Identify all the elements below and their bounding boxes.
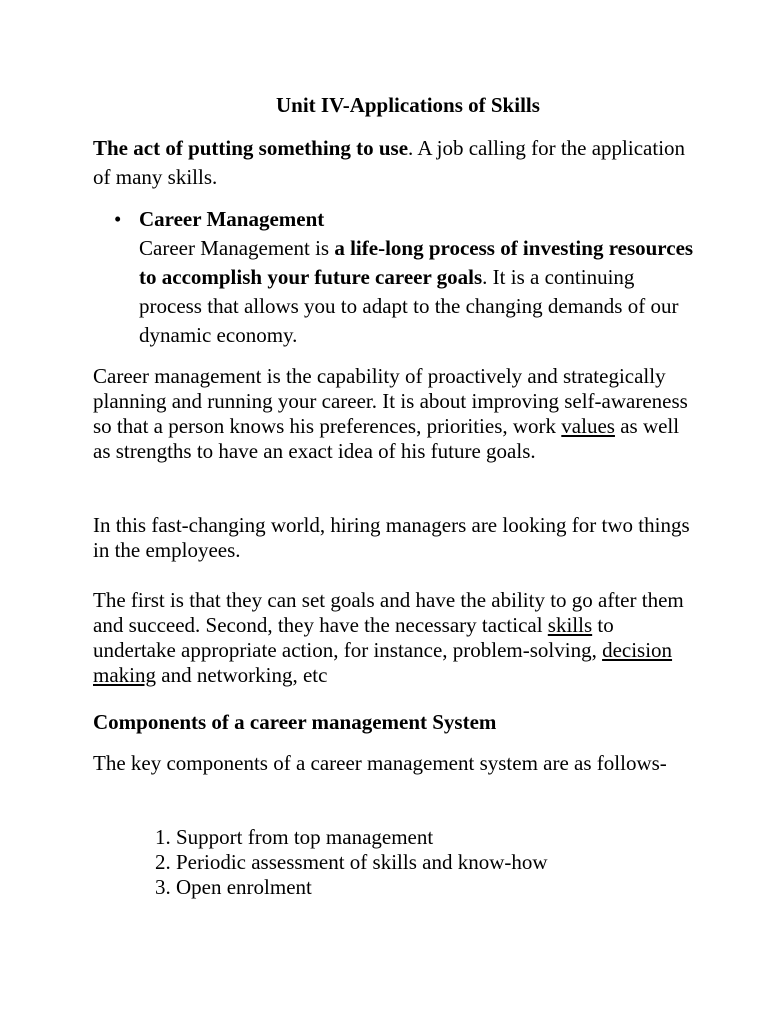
intro-rest-text: . A job calling for the application of many skills. (93, 136, 686, 189)
skills-link[interactable]: skills (547, 613, 593, 637)
paragraph-career-management-definition (93, 364, 693, 464)
bullet-text-before: Career Management is (139, 236, 335, 260)
para1-text-after: as well as strengths to have an exact idea of his future goals. (93, 414, 680, 463)
bullet-text-bold: a life-long process of investing resources to accomplish your future career goals (139, 236, 694, 289)
components-list (155, 825, 548, 900)
list-item: 1. Support from top management (155, 825, 434, 849)
list-item: 2. Periodic assessment of skills and know-how (155, 850, 548, 874)
bullet-heading: Career Management (139, 207, 325, 231)
decision-making-link[interactable]: decision making (93, 638, 673, 687)
bullet-item-career-management (139, 205, 699, 350)
list-item: 3. Open enrolment (155, 875, 312, 899)
page-title: Unit IV-Applications of Skills (276, 93, 540, 117)
para3-text-after: and networking, etc (156, 663, 328, 687)
bullet-marker: • (114, 207, 122, 231)
paragraph-goals-and-skills (93, 588, 693, 688)
bullet-text-after: . It is a continuing process that allows you to adapt to the changing demands of our dynamic economy. (139, 265, 679, 347)
section-heading-components: Components of a career management System (93, 710, 497, 734)
values-link[interactable]: values (561, 414, 615, 438)
intro-paragraph (93, 134, 693, 192)
para1-text-before: Career management is the capability of proactively and strategically planning and running your career. It is about improving self-awareness so that a person knows his preferences, priorities, work (93, 364, 688, 438)
paragraph-hiring-managers: In this fast-changing world, hiring managers are looking for two things in the employees. (93, 513, 690, 562)
para3-text-before: The first is that they can set goals and have the ability to go after them and succeed. Second, they have the necessary tactical (93, 588, 684, 637)
intro-bold-text: The act of putting something to use (93, 136, 409, 160)
para3-text-middle: to undertake appropriate action, for instance, problem-solving, (93, 613, 614, 662)
paragraph-key-components: The key components of a career management system are as follows- (93, 751, 667, 775)
